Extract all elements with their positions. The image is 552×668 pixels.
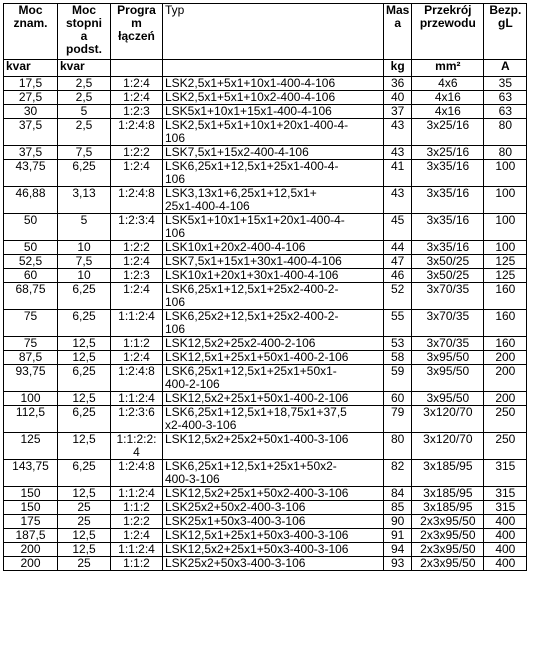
cell-typ: LSK12,5x2+25x2+50x1-400-3-106 (163, 433, 384, 460)
cell-masa: 90 (384, 515, 412, 529)
cell-przekroj: 3x35/16 (412, 214, 484, 241)
table-row (4, 406, 527, 433)
cell-moc-znam: 46,88 (4, 187, 58, 214)
cell-moc-znam: 27,5 (4, 91, 58, 105)
cell-moc-stopni: 25 (58, 515, 111, 529)
cell-bezp: 80 (484, 119, 527, 146)
cell-typ: LSK12,5x2+25x1+50x1-400-2-106 (163, 392, 384, 406)
cell-masa: 80 (384, 433, 412, 460)
cell-moc-znam: 30 (4, 105, 58, 119)
cell-przekroj: 3x50/25 (412, 269, 484, 283)
cell-program: 1:2:3:6 (111, 406, 163, 433)
cell-moc-stopni: 6,25 (58, 365, 111, 392)
table-row (4, 214, 527, 241)
cell-moc-znam: 17,5 (4, 77, 58, 91)
header-row (4, 4, 527, 60)
cell-bezp: 200 (484, 365, 527, 392)
cell-typ: LSK12,5x2+25x1+50x2-400-3-106 (163, 487, 384, 501)
cell-moc-znam: 150 (4, 487, 58, 501)
header-moc-stopni: Moc stopni a podst. (58, 4, 111, 60)
cell-bezp: 400 (484, 557, 527, 571)
cell-przekroj: 3x50/25 (412, 255, 484, 269)
cell-moc-znam: 52,5 (4, 255, 58, 269)
cell-bezp: 315 (484, 487, 527, 501)
cell-bezp: 125 (484, 255, 527, 269)
header-masa: Mas a (384, 4, 412, 60)
table-row (4, 460, 527, 487)
cell-typ: LSK25x2+50x2-400-3-106 (163, 501, 384, 515)
cell-masa: 60 (384, 392, 412, 406)
table-row (4, 487, 527, 501)
cell-program: 1:1:2 (111, 557, 163, 571)
cell-bezp: 100 (484, 187, 527, 214)
cell-masa: 84 (384, 487, 412, 501)
cell-bezp: 250 (484, 406, 527, 433)
cell-bezp: 63 (484, 91, 527, 105)
table-body (4, 77, 527, 571)
cell-typ: LSK2,5x1+5x1+10x2-400-4-106 (163, 91, 384, 105)
cell-program: 1:2:4 (111, 255, 163, 269)
cell-przekroj: 3x95/50 (412, 392, 484, 406)
cell-bezp: 250 (484, 433, 527, 460)
cell-typ: LSK6,25x1+12,5x1+25x1+50x1- 400-2-106 (163, 365, 384, 392)
cell-przekroj: 3x120/70 (412, 433, 484, 460)
unit-program (111, 60, 163, 77)
cell-moc-stopni: 2,5 (58, 91, 111, 105)
cell-przekroj: 3x70/35 (412, 310, 484, 337)
cell-moc-znam: 37,5 (4, 119, 58, 146)
cell-przekroj: 2x3x95/50 (412, 543, 484, 557)
cell-moc-znam: 175 (4, 515, 58, 529)
table-row (4, 105, 527, 119)
cell-bezp: 160 (484, 283, 527, 310)
cell-masa: 43 (384, 119, 412, 146)
capacitor-bank-table (3, 3, 527, 571)
cell-moc-znam: 100 (4, 392, 58, 406)
cell-masa: 59 (384, 365, 412, 392)
cell-typ: LSK6,25x1+12,5x1+25x1-400-4- 106 (163, 160, 384, 187)
cell-bezp: 400 (484, 543, 527, 557)
cell-przekroj: 4x6 (412, 77, 484, 91)
cell-program: 1:1:2:4 (111, 310, 163, 337)
cell-program: 1:2:2 (111, 515, 163, 529)
table-row (4, 351, 527, 365)
cell-program: 1:1:2:4 (111, 543, 163, 557)
table-row (4, 337, 527, 351)
cell-masa: 46 (384, 269, 412, 283)
cell-przekroj: 3x185/95 (412, 487, 484, 501)
cell-moc-stopni: 12,5 (58, 351, 111, 365)
cell-typ: LSK7,5x1+15x2-400-4-106 (163, 146, 384, 160)
cell-program: 1:1:2:2: 4 (111, 433, 163, 460)
cell-moc-stopni: 6,25 (58, 310, 111, 337)
table-row (4, 529, 527, 543)
cell-program: 1:2:4 (111, 91, 163, 105)
table-row (4, 365, 527, 392)
cell-masa: 53 (384, 337, 412, 351)
cell-moc-znam: 50 (4, 241, 58, 255)
unit-typ (163, 60, 384, 77)
cell-moc-stopni: 3,13 (58, 187, 111, 214)
table-row (4, 392, 527, 406)
cell-typ: LSK12,5x1+25x1+50x1-400-2-106 (163, 351, 384, 365)
cell-bezp: 315 (484, 460, 527, 487)
cell-przekroj: 2x3x95/50 (412, 529, 484, 543)
table-row (4, 146, 527, 160)
cell-masa: 91 (384, 529, 412, 543)
cell-typ: LSK6,25x2+12,5x1+25x2-400-2- 106 (163, 310, 384, 337)
table-row (4, 119, 527, 146)
cell-masa: 36 (384, 77, 412, 91)
cell-przekroj: 3x185/95 (412, 501, 484, 515)
cell-typ: LSK2,5x1+5x1+10x1-400-4-106 (163, 77, 384, 91)
cell-typ: LSK12,5x2+25x2-400-2-106 (163, 337, 384, 351)
header-przekroj: Przekrój przewodu (412, 4, 484, 60)
cell-moc-stopni: 12,5 (58, 392, 111, 406)
cell-program: 1:1:2 (111, 337, 163, 351)
cell-program: 1:2:3:4 (111, 214, 163, 241)
cell-program: 1:2:2 (111, 146, 163, 160)
cell-typ: LSK25x1+50x3-400-3-106 (163, 515, 384, 529)
cell-moc-znam: 143,75 (4, 460, 58, 487)
cell-bezp: 80 (484, 146, 527, 160)
cell-przekroj: 3x120/70 (412, 406, 484, 433)
cell-masa: 40 (384, 91, 412, 105)
cell-moc-znam: 87,5 (4, 351, 58, 365)
cell-moc-stopni: 12,5 (58, 543, 111, 557)
cell-masa: 43 (384, 187, 412, 214)
cell-moc-stopni: 5 (58, 214, 111, 241)
table-row (4, 515, 527, 529)
cell-przekroj: 2x3x95/50 (412, 515, 484, 529)
cell-masa: 82 (384, 460, 412, 487)
cell-moc-znam: 43,75 (4, 160, 58, 187)
table-row (4, 310, 527, 337)
header-typ: Typ (163, 4, 384, 60)
table-row (4, 501, 527, 515)
cell-moc-stopni: 6,25 (58, 460, 111, 487)
cell-program: 1:2:4:8 (111, 187, 163, 214)
cell-masa: 44 (384, 241, 412, 255)
cell-program: 1:2:4 (111, 77, 163, 91)
cell-program: 1:2:3 (111, 105, 163, 119)
cell-moc-stopni: 12,5 (58, 433, 111, 460)
cell-masa: 47 (384, 255, 412, 269)
cell-masa: 55 (384, 310, 412, 337)
cell-przekroj: 3x185/95 (412, 460, 484, 487)
cell-przekroj: 3x95/50 (412, 351, 484, 365)
table-row (4, 543, 527, 557)
cell-typ: LSK5x1+10x1+15x1+20x1-400-4- 106 (163, 214, 384, 241)
cell-masa: 45 (384, 214, 412, 241)
cell-program: 1:1:2:4 (111, 487, 163, 501)
cell-program: 1:2:4:8 (111, 460, 163, 487)
cell-moc-znam: 60 (4, 269, 58, 283)
cell-przekroj: 3x35/16 (412, 187, 484, 214)
cell-program: 1:2:3 (111, 269, 163, 283)
header-moc-znam: Moc znam. (4, 4, 58, 60)
cell-przekroj: 3x35/16 (412, 241, 484, 255)
header-bezp: Bezp. gL (484, 4, 527, 60)
cell-program: 1:2:4:8 (111, 119, 163, 146)
cell-bezp: 35 (484, 77, 527, 91)
cell-bezp: 160 (484, 310, 527, 337)
cell-typ: LSK3,13x1+6,25x1+12,5x1+ 25x1-400-4-106 (163, 187, 384, 214)
cell-typ: LSK12,5x1+25x1+50x3-400-3-106 (163, 529, 384, 543)
cell-program: 1:2:4:8 (111, 365, 163, 392)
cell-moc-znam: 150 (4, 501, 58, 515)
cell-moc-stopni: 6,25 (58, 283, 111, 310)
table-row (4, 255, 527, 269)
cell-moc-znam: 75 (4, 337, 58, 351)
unit-masa: kg (384, 60, 412, 77)
cell-moc-stopni: 7,5 (58, 146, 111, 160)
table-row (4, 91, 527, 105)
table-row (4, 187, 527, 214)
cell-typ: LSK7,5x1+15x1+30x1-400-4-106 (163, 255, 384, 269)
cell-przekroj: 3x25/16 (412, 119, 484, 146)
cell-przekroj: 3x95/50 (412, 365, 484, 392)
cell-przekroj: 3x35/16 (412, 160, 484, 187)
cell-program: 1:2:4 (111, 283, 163, 310)
table-row (4, 269, 527, 283)
unit-bezp: A (484, 60, 527, 77)
cell-masa: 94 (384, 543, 412, 557)
cell-przekroj: 3x25/16 (412, 146, 484, 160)
cell-program: 1:2:4 (111, 529, 163, 543)
cell-program: 1:1:2:4 (111, 392, 163, 406)
cell-moc-stopni: 10 (58, 241, 111, 255)
cell-typ: LSK10x1+20x1+30x1-400-4-106 (163, 269, 384, 283)
cell-masa: 43 (384, 146, 412, 160)
table-row (4, 433, 527, 460)
capacitor-bank-table-container (3, 3, 527, 571)
cell-moc-znam: 200 (4, 543, 58, 557)
cell-moc-znam: 37,5 (4, 146, 58, 160)
cell-moc-znam: 187,5 (4, 529, 58, 543)
cell-moc-znam: 200 (4, 557, 58, 571)
cell-masa: 41 (384, 160, 412, 187)
cell-przekroj: 3x70/35 (412, 283, 484, 310)
cell-masa: 52 (384, 283, 412, 310)
cell-przekroj: 4x16 (412, 105, 484, 119)
cell-masa: 79 (384, 406, 412, 433)
unit-moc-znam: kvar (4, 60, 58, 77)
cell-moc-stopni: 6,25 (58, 160, 111, 187)
cell-moc-stopni: 2,5 (58, 77, 111, 91)
cell-moc-stopni: 12,5 (58, 487, 111, 501)
cell-moc-stopni: 5 (58, 105, 111, 119)
cell-program: 1:2:4 (111, 160, 163, 187)
cell-bezp: 100 (484, 214, 527, 241)
cell-przekroj: 4x16 (412, 91, 484, 105)
cell-bezp: 63 (484, 105, 527, 119)
cell-moc-stopni: 25 (58, 557, 111, 571)
cell-typ: LSK25x2+50x3-400-3-106 (163, 557, 384, 571)
table-row (4, 557, 527, 571)
cell-program: 1:2:2 (111, 241, 163, 255)
table-row (4, 241, 527, 255)
cell-moc-znam: 50 (4, 214, 58, 241)
cell-typ: LSK10x1+20x2-400-4-106 (163, 241, 384, 255)
cell-bezp: 125 (484, 269, 527, 283)
cell-typ: LSK12,5x2+25x1+50x3-400-3-106 (163, 543, 384, 557)
cell-typ: LSK2,5x1+5x1+10x1+20x1-400-4- 106 (163, 119, 384, 146)
cell-moc-stopni: 10 (58, 269, 111, 283)
cell-moc-znam: 93,75 (4, 365, 58, 392)
cell-masa: 58 (384, 351, 412, 365)
cell-bezp: 100 (484, 160, 527, 187)
cell-masa: 93 (384, 557, 412, 571)
cell-moc-znam: 112,5 (4, 406, 58, 433)
cell-typ: LSK6,25x1+12,5x1+25x1+50x2- 400-3-106 (163, 460, 384, 487)
cell-masa: 37 (384, 105, 412, 119)
unit-row (4, 60, 527, 77)
cell-bezp: 200 (484, 392, 527, 406)
cell-typ: LSK6,25x1+12,5x1+25x2-400-2- 106 (163, 283, 384, 310)
cell-moc-stopni: 12,5 (58, 337, 111, 351)
unit-moc-stopni: kvar (58, 60, 111, 77)
cell-typ: LSK6,25x1+12,5x1+18,75x1+37,5 x2-400-3-106 (163, 406, 384, 433)
cell-moc-stopni: 25 (58, 501, 111, 515)
cell-program: 1:2:4 (111, 351, 163, 365)
cell-masa: 85 (384, 501, 412, 515)
cell-moc-stopni: 7,5 (58, 255, 111, 269)
cell-bezp: 400 (484, 529, 527, 543)
unit-przekroj: mm² (412, 60, 484, 77)
table-row (4, 160, 527, 187)
cell-moc-znam: 75 (4, 310, 58, 337)
cell-przekroj: 2x3x95/50 (412, 557, 484, 571)
cell-moc-stopni: 6,25 (58, 406, 111, 433)
cell-moc-stopni: 12,5 (58, 529, 111, 543)
cell-typ: LSK5x1+10x1+15x1-400-4-106 (163, 105, 384, 119)
cell-bezp: 200 (484, 351, 527, 365)
cell-program: 1:1:2 (111, 501, 163, 515)
cell-moc-znam: 68,75 (4, 283, 58, 310)
cell-bezp: 100 (484, 241, 527, 255)
header-program: Progra m łączeń (111, 4, 163, 60)
cell-przekroj: 3x70/35 (412, 337, 484, 351)
table-row (4, 283, 527, 310)
cell-bezp: 315 (484, 501, 527, 515)
cell-bezp: 160 (484, 337, 527, 351)
cell-moc-znam: 125 (4, 433, 58, 460)
table-row (4, 77, 527, 91)
cell-bezp: 400 (484, 515, 527, 529)
cell-moc-stopni: 2,5 (58, 119, 111, 146)
